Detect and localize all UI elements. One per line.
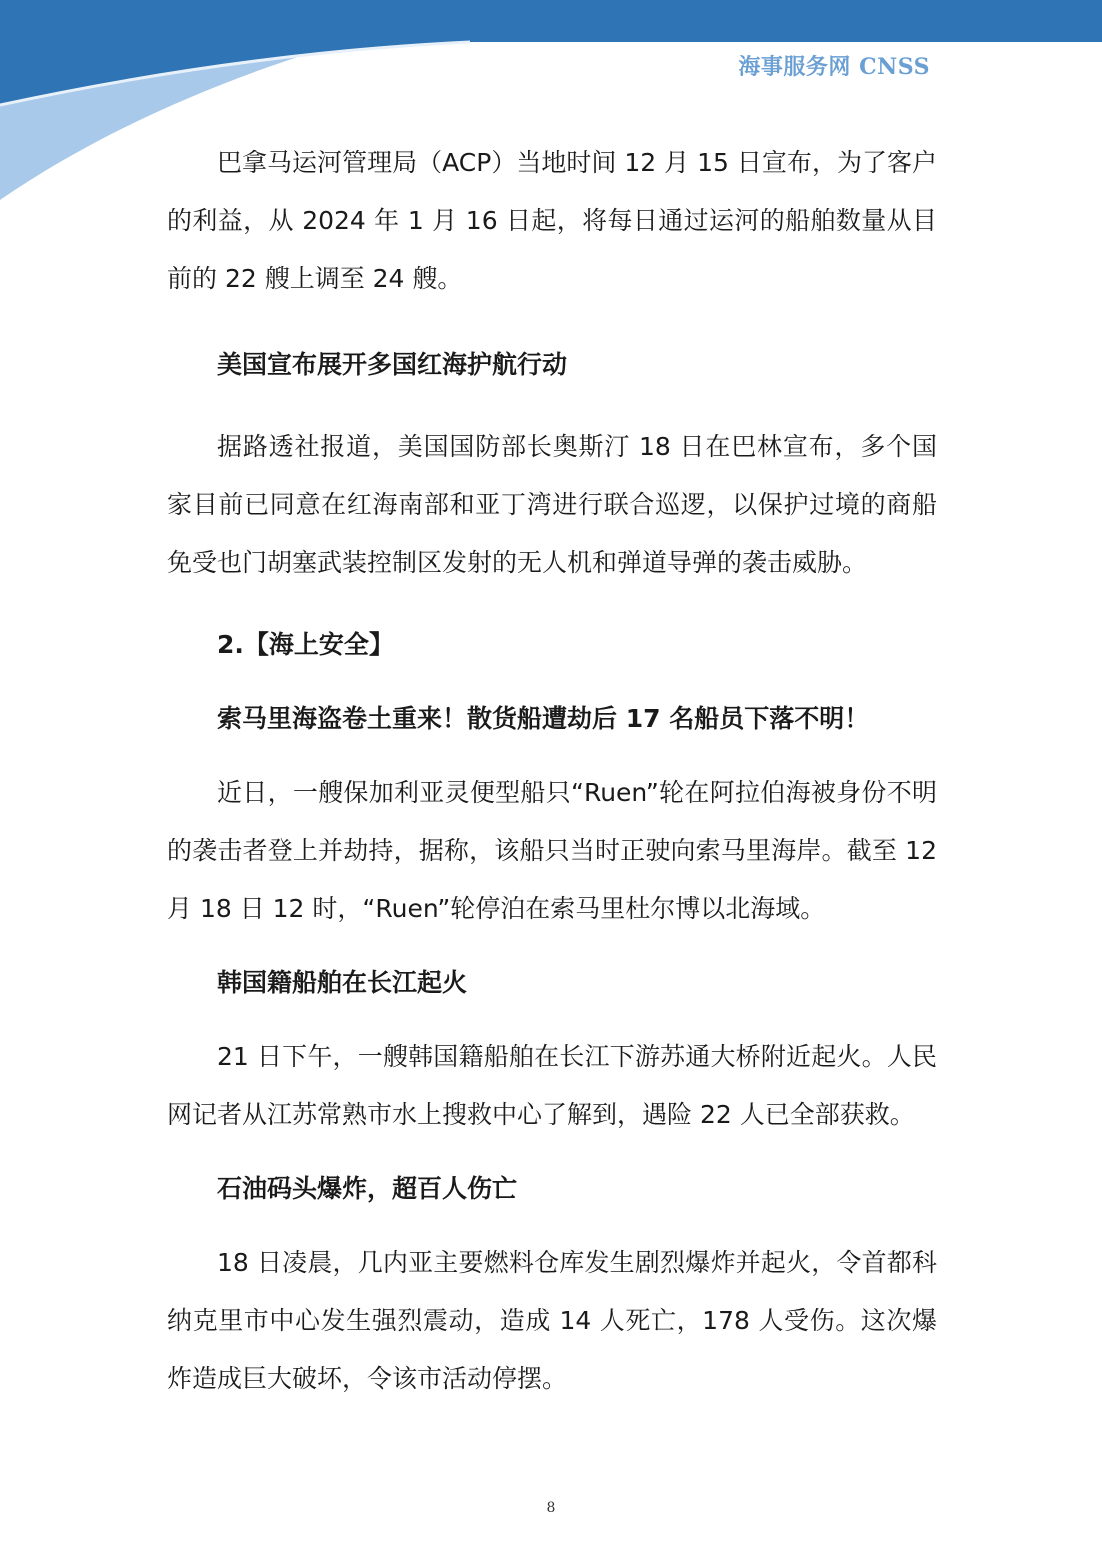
paragraph-oil-terminal-explosion: 18 日凌晨，几内亚主要燃料仓库发生剧烈爆炸并起火，令首都科纳克里市中心发生强烈震动，造成 14 人死亡，178 人受伤。这次爆炸造成巨大破坏，令该市活动停摆。 <box>167 1248 937 1393</box>
heading-somali-pirates: 索马里海盗卷土重来！散货船遭劫后 17 名船员下落不明！ <box>217 704 870 733</box>
page-number: 8 <box>546 1500 556 1516</box>
heading-red-sea-escort: 美国宣布展开多国红海护航行动 <box>217 350 568 379</box>
paragraph-red-sea-escort: 据路透社报道，美国国防部长奥斯汀 18 日在巴林宣布，多个国家目前已同意在红海南部和亚丁湾进行联合巡逻，以保护过境的商船免受也门胡塞武装控制区发射的无人机和弹道导弹的袭击威胁。 <box>167 432 937 577</box>
brand-title: 海事服务网 CNSS <box>738 54 930 80</box>
heading-oil-terminal-explosion: 石油码头爆炸，超百人伤亡 <box>217 1174 518 1203</box>
heading-yangtze-fire: 韩国籍船舶在长江起火 <box>217 968 468 997</box>
section-title-maritime-safety: 2.【海上安全】 <box>217 630 394 659</box>
paragraph-somali-pirates: 近日，一艘保加利亚灵便型船只“Ruen”轮在阿拉伯海被身份不明的袭击者登上并劫持，据称，该船只当时正驶向索马里海岸。截至 12 月 18 日 12 时，“Ruen”轮停泊在索马里杜尔博以北海域。 <box>167 778 937 923</box>
paragraph-panama-canal: 巴拿马运河管理局（ACP）当地时间 12 月 15 日宣布，为了客户的利益，从 2024 年 1 月 16 日起，将每日通过运河的船舶数量从目前的 22 艘上调至 24 艘。 <box>167 148 937 293</box>
document-body <box>167 134 937 1408</box>
paragraph-yangtze-fire: 21 日下午，一艘韩国籍船舶在长江下游苏通大桥附近起火。人民网记者从江苏常熟市水上搜救中心了解到，遇险 22 人已全部获救。 <box>167 1042 937 1129</box>
